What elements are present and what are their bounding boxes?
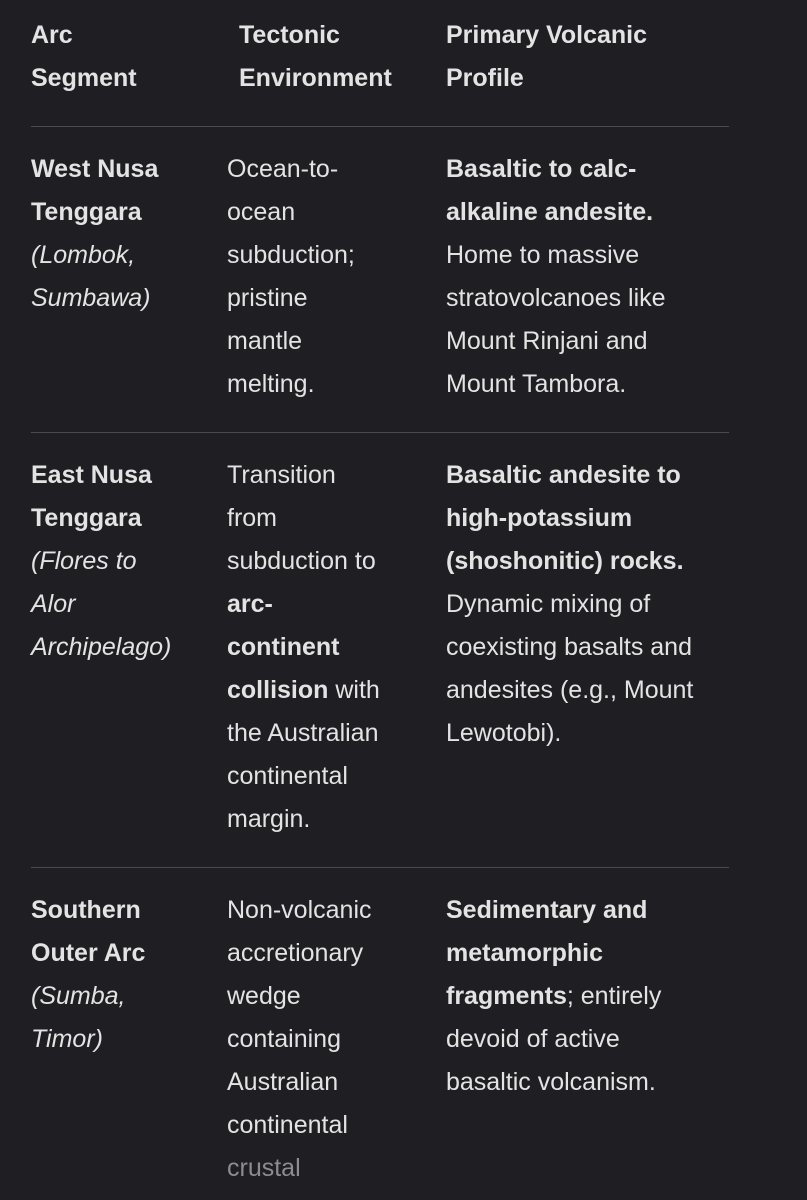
profile-cell: Basaltic andesite to high-potassium (shoshonitic) rocks. Dynamic mixing of coexisting basalts and andesites (e.g., Mount Lewotobi). bbox=[446, 461, 694, 747]
table-row bbox=[31, 433, 729, 868]
header-primary-volcanic-profile: Primary Volcanic Profile bbox=[446, 21, 648, 92]
geology-table bbox=[31, 14, 729, 1198]
header-arc-segment: Arc Segment bbox=[31, 21, 137, 92]
environment-cell: Non-volcanic accretionary wedge containing Australian continental crustal bbox=[227, 896, 372, 1182]
table-row bbox=[31, 868, 729, 1198]
table-row bbox=[31, 127, 729, 433]
table-header-row bbox=[31, 14, 729, 127]
segment-cell: Southern Outer Arc (Sumba, Timor) bbox=[31, 896, 146, 1053]
environment-cell: Ocean-to- ocean subduction; pristine mantle melting. bbox=[227, 155, 355, 398]
header-tectonic-environment: Tectonic Environment bbox=[239, 21, 392, 92]
segment-cell: East Nusa Tenggara (Flores to Alor Archipelago) bbox=[31, 461, 172, 661]
segment-cell: West Nusa Tenggara (Lombok, Sumbawa) bbox=[31, 155, 159, 312]
profile-cell: Sedimentary and metamorphic fragments; entirely devoid of active basaltic volcanism. bbox=[446, 896, 662, 1096]
profile-cell: Basaltic to calc- alkaline andesite. Home to massive stratovolcanoes like Mount Rinjani and Mount Tambora. bbox=[446, 155, 666, 398]
environment-cell: Transition from subduction to arc- continent collision with the Australian continental margin. bbox=[227, 461, 380, 833]
